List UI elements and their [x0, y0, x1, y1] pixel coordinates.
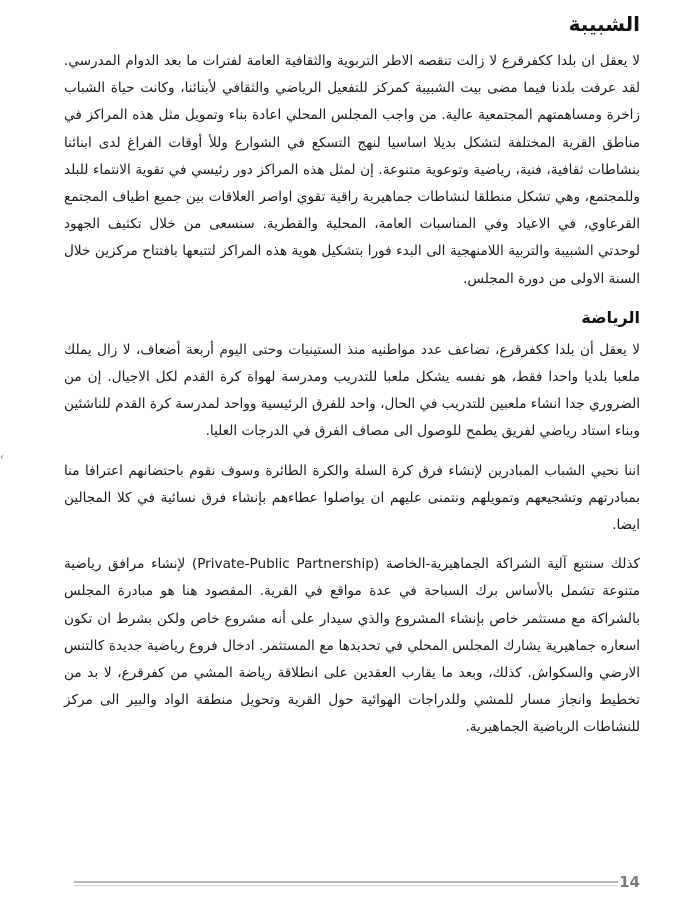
paragraph-sports-2: اننا نحيي الشباب المبادرين لإنشاء فرق كرة السلة والكرة الطائرة وسوف نقوم باحتضانهم اعترافا منا بمبادرتهم وتشجيعهم وتمويلهم ونتمنى عليهم ان يواصلوا عطاءهم بإنشاء فرق نسائية في كلا المجالين ايضا.	[64, 462, 640, 534]
section-title-youth: الشبيبة	[568, 12, 640, 36]
paragraph-sports-1: لا يعقل أن بلدا ككفرقرع، تضاعف عدد مواطنيه منذ الستينيات وحتى اليوم أربعة أضعاف، لا زال يملك ملعبا بلديا واحدا فقط، هو نفسه يشكل ملعبا للتدريب ومدرسة لهواة كرة القدم لكل الاجيال. إن من الضروري جدا انشاء ملعبين للتدريب في الحال، واحد للفرق الرئيسية وواحد لمدرسة كرة القدم للناشئين وبناء استاد رياضي لفريق يطمح للوصول الى مصاف الفرق في الدرجات العليا.	[64, 341, 640, 440]
page-footer	[74, 873, 680, 891]
paragraph-youth: لا يعقل ان بلدا ككفرقرع لا زالت تنقصه الاطر التربوية والثقافية العامة لفترات ما بعد الدوام المدرسي. لقد عرفت بلدنا فيما مضى بيت الشبيبة كمركز للتفعيل الرياضي والثقافي لأبنائنا، وكانت حياة الشباب زاخرة ومساهمتهم المجتمعية عالية. من واجب المجلس المحلي اعادة بناء وتمويل مثل هذه المراكز في مناطق القرية المختلفة لتشكل بديلا اساسيا لنهج التسكع في الشوارع وللأ أوقات الفراغ لدى ابنائنا بنشاطات ثقافية، فنية، رياضية وتوعوية متنوعة. إن لمثل هذه المراكز دور رئيسي في تقوية الانتماء للبلد وللمجتمع، وهي تشكل منطلقا لنشاطات جماهيرية راقية تقوي اواصر العلاقات بين جميع اطياف المجتمع القرعاوي، في الاعياد وفي المناسبات العامة، المحلية والقطرية. سنسعى من خلال تكثيف الجهود لوحدتي الشبيبة والتربية اللامنهجية الى البدء فورا بتشكيل هوية هذه المراكز لتتبعها بافتتاح مركزين خلال السنة الاولى من دورة المجلس.	[64, 53, 640, 287]
margin-marker: ‹	[0, 452, 4, 463]
section-title-sports: الرياضة	[581, 307, 640, 327]
footer-divider-secondary	[74, 885, 618, 886]
paragraph-sports-3: كذلك سنتبع آلية الشراكة الجماهيرية-الخاصة (Private-Public Partnership) لإنشاء مرافق رياضية متنوعة تشمل بالأساس برك السباحة في عدة مواقع في القرية. المقصود هنا هو مبادرة المجلس بالشراكة مع مستثمر خاص بإنشاء المشروع والذي سيدار على أنه مشروع خاص ولكن بشرط ان تكون اسعاره جماهيرية يشارك المجلس المحلي في تحديدها مع المستثمر. ادخال فروع رياضية جديدة كالتنس الارضي والسكواش. كذلك، وبعد ما يقارب العقدين على انطلاقة رياضة المشي من كفرقرع، لا بد من تخطيط وانجاز مسار للمشي وللدراجات الهوائية حول القرية وتحويل منطقة الواد والبير الى مركز للنشاطات الرياضية الجماهيرية.	[64, 556, 640, 736]
article-body	[64, 8, 640, 754]
footer-divider	[74, 881, 618, 883]
page-number: 14	[619, 873, 640, 891]
